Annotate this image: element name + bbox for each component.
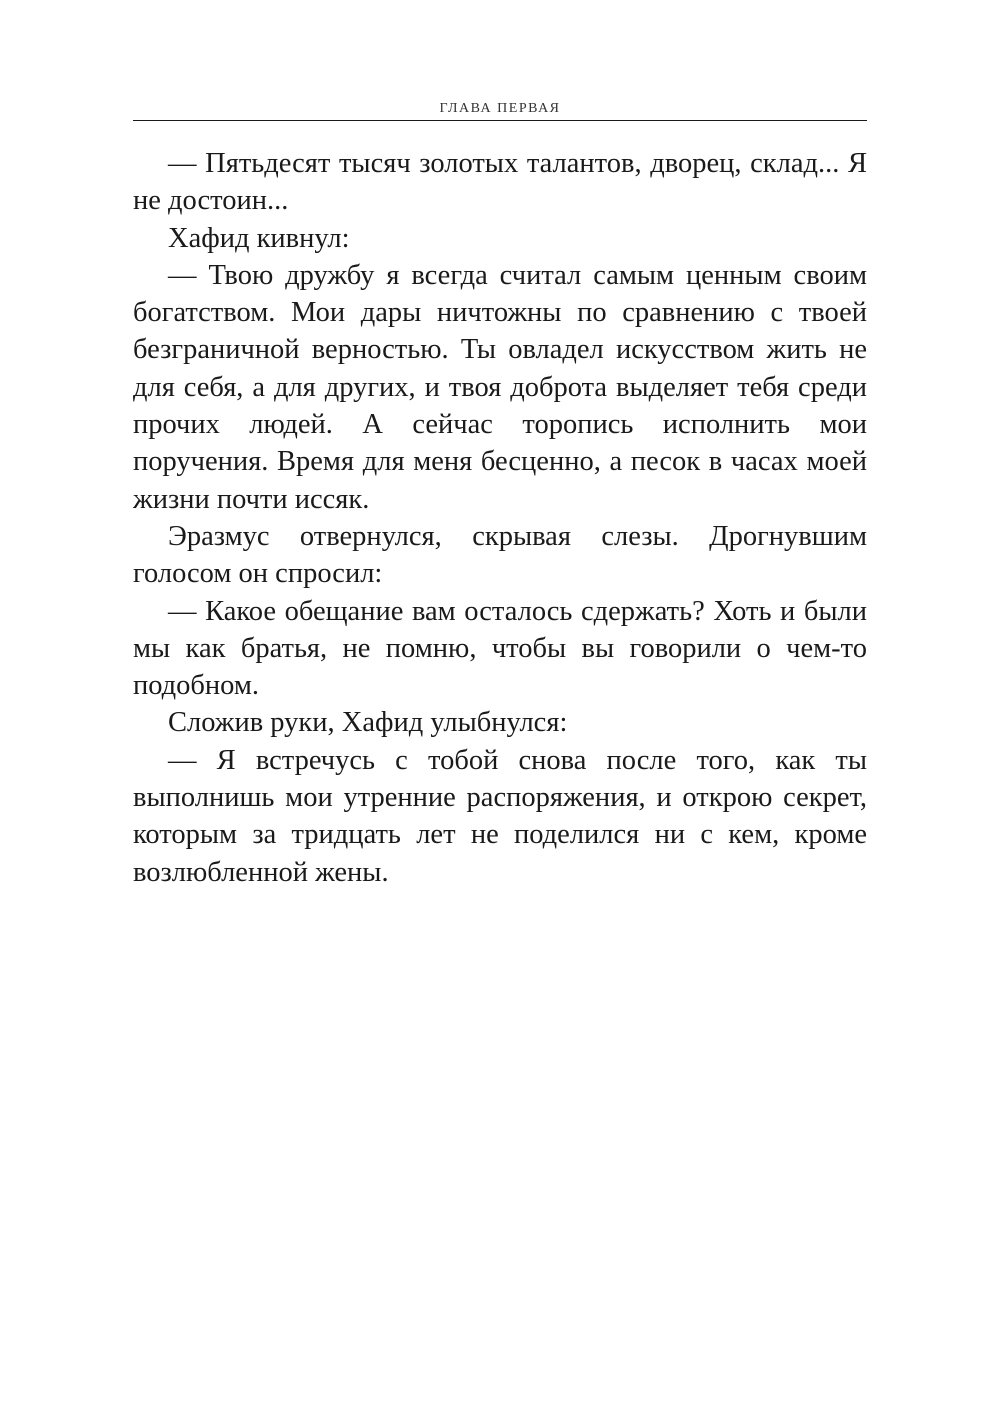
- book-page: [133, 0, 867, 1428]
- paragraph: Хафид кивнул:: [168, 222, 350, 254]
- header-rule: [133, 120, 867, 121]
- paragraph: — Какое обещание вам осталось сдержать? Хоть и были мы как братья, не помню, чтобы вы говорили о чем-то подобном.: [133, 595, 867, 702]
- paragraph: — Пятьдесят тысяч золотых талантов, дворец, склад... Я не достоин...: [133, 148, 867, 217]
- paragraph: Сложив руки, Хафид улыбнулся:: [168, 707, 568, 739]
- paragraph: — Я встречусь с тобой снова после того, как ты выполнишь мои утренние распоряжения, и открою секрет, которым за тридцать лет не поделился ни с кем, кроме возлюбленной жены.: [133, 744, 867, 888]
- running-head: ГЛАВА ПЕРВАЯ: [439, 101, 561, 116]
- paragraph: — Твою дружбу я всегда считал самым ценным своим богатством. Мои дары ничтожны по сравнению с твоей безграничной верностью. Ты овладел искусством жить не для себя, а для других, и твоя доброта выделяет тебя среди прочих людей. А сейчас торопись исполнить мои поручения. Время для меня бесценно, а песок в часах моей жизни почти иссяк.: [133, 259, 867, 515]
- body-text: [133, 145, 867, 891]
- paragraph: Эразмус отвернулся, скрывая слезы. Дрогнувшим голосом он спросил:: [133, 520, 867, 590]
